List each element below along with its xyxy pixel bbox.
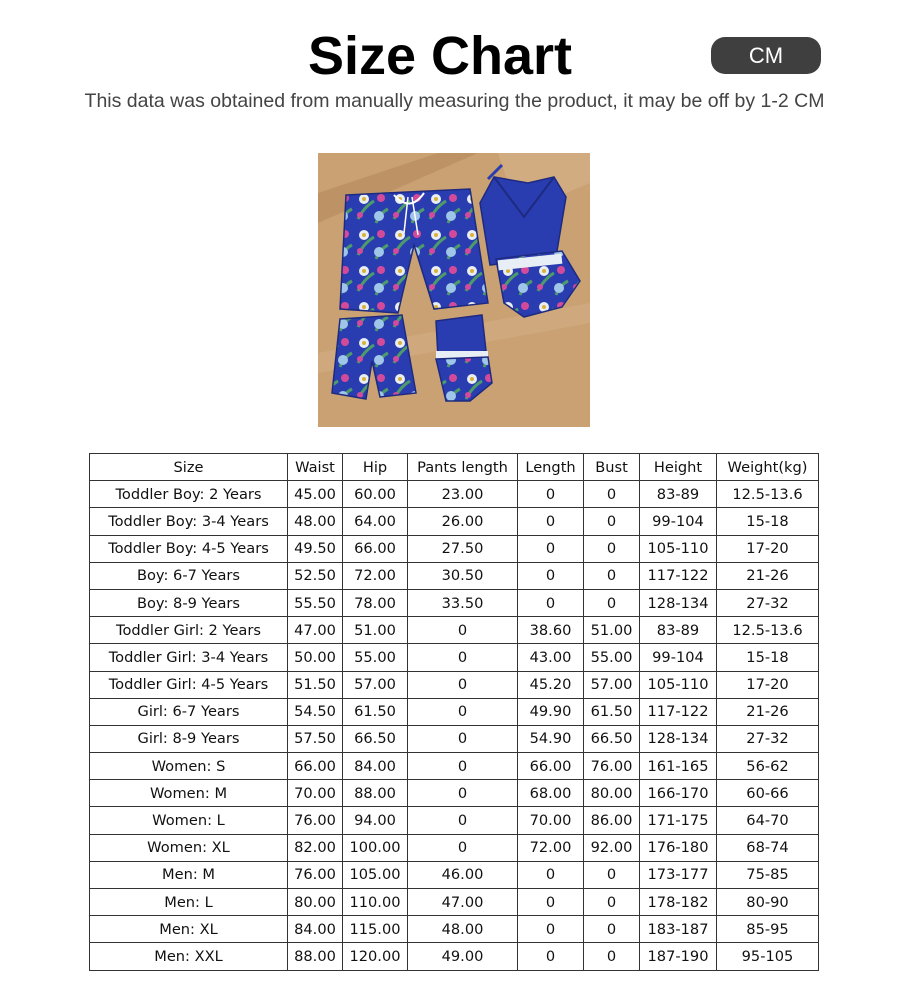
cell-length: 38.60 [518,617,584,644]
cell-waist: 57.50 [288,725,343,752]
cell-hip: 105.00 [343,861,408,888]
cell-bust: 0 [584,943,640,970]
cell-weight: 27-32 [717,589,819,616]
cell-waist: 84.00 [288,916,343,943]
cell-weight: 68-74 [717,834,819,861]
cell-hip: 84.00 [343,753,408,780]
cell-length: 0 [518,562,584,589]
cell-bust: 57.00 [584,671,640,698]
cell-pants-length: 0 [408,753,518,780]
cell-weight: 60-66 [717,780,819,807]
cell-height: 171-175 [640,807,717,834]
cell-waist: 54.50 [288,698,343,725]
cell-length: 66.00 [518,753,584,780]
table-row [90,481,819,508]
cell-bust: 0 [584,861,640,888]
cell-pants-length: 0 [408,698,518,725]
table-row [90,671,819,698]
cell-height: 117-122 [640,562,717,589]
cell-waist: 49.50 [288,535,343,562]
cell-bust: 0 [584,916,640,943]
cell-hip: 60.00 [343,481,408,508]
cell-weight: 15-18 [717,644,819,671]
swimwear-illustration [318,153,590,427]
cell-hip: 100.00 [343,834,408,861]
cell-height: 128-134 [640,725,717,752]
cell-weight: 21-26 [717,562,819,589]
cell-pants-length: 23.00 [408,481,518,508]
cell-pants-length: 49.00 [408,943,518,970]
cell-bust: 0 [584,562,640,589]
cell-length: 70.00 [518,807,584,834]
cell-height: 105-110 [640,671,717,698]
cell-weight: 17-20 [717,535,819,562]
table-row [90,780,819,807]
column-header-length: Length [518,454,584,481]
column-header-pants-length: Pants length [408,454,518,481]
cell-pants-length: 0 [408,834,518,861]
cell-waist: 76.00 [288,807,343,834]
cell-size: Women: S [90,753,288,780]
table-row [90,753,819,780]
cell-height: 105-110 [640,535,717,562]
cell-length: 43.00 [518,644,584,671]
column-header-size: Size [90,454,288,481]
cell-size: Men: XL [90,916,288,943]
cell-length: 0 [518,916,584,943]
cell-weight: 64-70 [717,807,819,834]
cell-weight: 75-85 [717,861,819,888]
cell-waist: 47.00 [288,617,343,644]
cell-size: Girl: 8-9 Years [90,725,288,752]
cell-bust: 80.00 [584,780,640,807]
column-header-hip: Hip [343,454,408,481]
cell-bust: 0 [584,889,640,916]
column-header-bust: Bust [584,454,640,481]
cell-pants-length: 0 [408,780,518,807]
cell-bust: 92.00 [584,834,640,861]
cell-bust: 76.00 [584,753,640,780]
cell-weight: 56-62 [717,753,819,780]
cell-waist: 70.00 [288,780,343,807]
cell-pants-length: 0 [408,807,518,834]
table-row [90,508,819,535]
cell-height: 99-104 [640,508,717,535]
cell-pants-length: 26.00 [408,508,518,535]
product-photo [318,153,590,427]
cell-height: 117-122 [640,698,717,725]
cell-length: 0 [518,535,584,562]
cell-weight: 17-20 [717,671,819,698]
table-row [90,943,819,970]
table-row [90,807,819,834]
cell-height: 187-190 [640,943,717,970]
cell-bust: 0 [584,535,640,562]
column-header-height: Height [640,454,717,481]
cell-waist: 45.00 [288,481,343,508]
cell-size: Toddler Girl: 4-5 Years [90,671,288,698]
cell-length: 0 [518,861,584,888]
cell-size: Men: XXL [90,943,288,970]
cell-length: 68.00 [518,780,584,807]
cell-size: Men: M [90,861,288,888]
cell-pants-length: 47.00 [408,889,518,916]
cell-height: 173-177 [640,861,717,888]
cell-size: Toddler Boy: 4-5 Years [90,535,288,562]
cell-weight: 15-18 [717,508,819,535]
page-title: Size Chart [307,26,573,86]
cell-size: Toddler Girl: 2 Years [90,617,288,644]
cell-bust: 61.50 [584,698,640,725]
cell-waist: 76.00 [288,861,343,888]
cell-length: 0 [518,508,584,535]
cell-hip: 64.00 [343,508,408,535]
cell-weight: 95-105 [717,943,819,970]
cell-length: 0 [518,589,584,616]
table-row [90,834,819,861]
table-header-row [90,454,819,481]
cell-hip: 115.00 [343,916,408,943]
cell-hip: 61.50 [343,698,408,725]
cell-hip: 57.00 [343,671,408,698]
cell-weight: 12.5-13.6 [717,481,819,508]
cell-bust: 66.50 [584,725,640,752]
cell-size: Boy: 6-7 Years [90,562,288,589]
cell-pants-length: 30.50 [408,562,518,589]
cell-size: Men: L [90,889,288,916]
cell-waist: 82.00 [288,834,343,861]
cell-pants-length: 46.00 [408,861,518,888]
cell-bust: 55.00 [584,644,640,671]
cell-height: 183-187 [640,916,717,943]
cell-bust: 51.00 [584,617,640,644]
cell-weight: 12.5-13.6 [717,617,819,644]
cell-pants-length: 33.50 [408,589,518,616]
cell-weight: 21-26 [717,698,819,725]
table-row [90,889,819,916]
cell-height: 178-182 [640,889,717,916]
cell-height: 176-180 [640,834,717,861]
cell-waist: 48.00 [288,508,343,535]
column-header-waist: Waist [288,454,343,481]
cell-height: 161-165 [640,753,717,780]
cell-size: Women: XL [90,834,288,861]
cell-pants-length: 48.00 [408,916,518,943]
cell-hip: 94.00 [343,807,408,834]
cell-length: 72.00 [518,834,584,861]
cell-length: 0 [518,943,584,970]
cell-waist: 51.50 [288,671,343,698]
cell-height: 128-134 [640,589,717,616]
cell-height: 83-89 [640,617,717,644]
table-row [90,725,819,752]
cell-hip: 66.00 [343,535,408,562]
cell-hip: 51.00 [343,617,408,644]
cell-hip: 78.00 [343,589,408,616]
cell-hip: 120.00 [343,943,408,970]
column-header-weight: Weight(kg) [717,454,819,481]
cell-height: 99-104 [640,644,717,671]
cell-length: 0 [518,889,584,916]
cell-hip: 66.50 [343,725,408,752]
measurement-disclaimer: This data was obtained from manually measuring the product, it may be off by 1-2 CM [84,90,825,112]
cell-size: Women: L [90,807,288,834]
cell-bust: 86.00 [584,807,640,834]
cell-length: 0 [518,481,584,508]
cell-bust: 0 [584,508,640,535]
table-row [90,644,819,671]
table-row [90,535,819,562]
cell-hip: 55.00 [343,644,408,671]
cell-waist: 50.00 [288,644,343,671]
cell-pants-length: 0 [408,644,518,671]
cell-weight: 80-90 [717,889,819,916]
cell-weight: 27-32 [717,725,819,752]
table-row [90,916,819,943]
cell-height: 166-170 [640,780,717,807]
cell-waist: 80.00 [288,889,343,916]
cell-size: Girl: 6-7 Years [90,698,288,725]
table-row [90,698,819,725]
cell-size: Toddler Girl: 3-4 Years [90,644,288,671]
cell-length: 54.90 [518,725,584,752]
cell-pants-length: 0 [408,671,518,698]
cell-weight: 85-95 [717,916,819,943]
cell-size: Toddler Boy: 3-4 Years [90,508,288,535]
cell-hip: 72.00 [343,562,408,589]
cell-size: Toddler Boy: 2 Years [90,481,288,508]
unit-badge: CM [711,37,821,74]
cell-pants-length: 0 [408,725,518,752]
table-row [90,562,819,589]
cell-bust: 0 [584,589,640,616]
cell-size: Boy: 8-9 Years [90,589,288,616]
cell-bust: 0 [584,481,640,508]
size-table [89,453,819,971]
cell-waist: 55.50 [288,589,343,616]
cell-length: 45.20 [518,671,584,698]
cell-waist: 66.00 [288,753,343,780]
cell-hip: 110.00 [343,889,408,916]
table-row [90,861,819,888]
cell-waist: 52.50 [288,562,343,589]
cell-length: 49.90 [518,698,584,725]
cell-size: Women: M [90,780,288,807]
cell-height: 83-89 [640,481,717,508]
cell-hip: 88.00 [343,780,408,807]
cell-pants-length: 0 [408,617,518,644]
table-row [90,617,819,644]
table-row [90,589,819,616]
cell-waist: 88.00 [288,943,343,970]
cell-pants-length: 27.50 [408,535,518,562]
